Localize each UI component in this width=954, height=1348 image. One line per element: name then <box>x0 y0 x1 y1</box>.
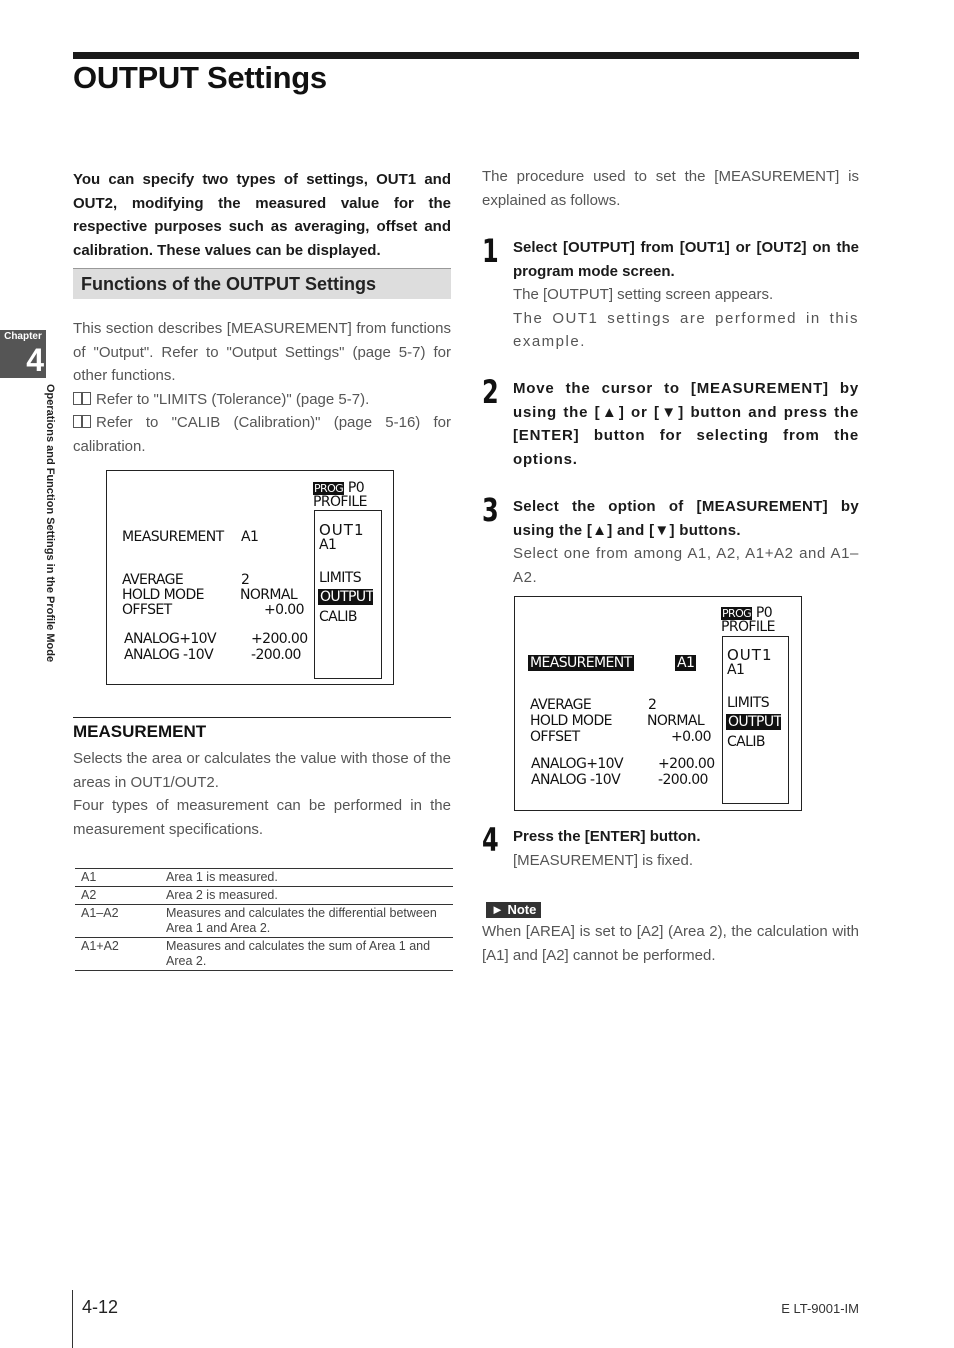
document-code: E LT-9001-IM <box>781 1301 859 1316</box>
lcd-analog-neg-value: -200.00 <box>251 647 301 663</box>
table-row <box>75 869 453 887</box>
step-instruction: Move the cursor to [MEASUREMENT] by using the [▲] or [▼] button and press the [ENTER] button for selecting from the options. <box>513 380 859 468</box>
lcd-hold-value: NORMAL <box>647 713 705 729</box>
lcd-menu-output <box>318 589 373 605</box>
book-icon <box>73 415 91 428</box>
lcd-screen-output-settings <box>106 470 394 685</box>
lcd-average-value: 2 <box>241 572 250 588</box>
functions-heading: Functions of the OUTPUT Settings <box>73 268 451 299</box>
note-text: When [AREA] is set to [A2] (Area 2), the calculation with [A1] and [A2] cannot be performed. <box>482 923 859 964</box>
table-row <box>75 905 453 938</box>
table-cell-desc: Area 1 is measured. <box>160 869 453 887</box>
step-note: The OUT1 settings are performed in this example. <box>513 309 859 350</box>
left-column <box>73 168 451 458</box>
lcd-average-label: AVERAGE <box>122 572 184 588</box>
lcd-analog-neg-label: ANALOG -10V <box>531 772 621 788</box>
step-instruction: Press the [ENTER] button. <box>513 828 701 845</box>
lcd-hold-label: HOLD MODE <box>122 587 204 603</box>
lcd-profile-label: PROFILE <box>313 494 367 510</box>
lcd-offset-value: +0.00 <box>264 602 304 618</box>
lcd-measurement-value-highlighted <box>675 655 696 671</box>
lcd-out-area: A1 <box>727 662 745 678</box>
step-1 <box>482 232 859 354</box>
table-row <box>75 938 453 971</box>
table-cell-key: A1–A2 <box>75 905 160 938</box>
lcd-analog-neg-value: -200.00 <box>658 772 708 788</box>
chapter-side-label: Operations and Function Settings in the Profile Mode <box>44 384 56 663</box>
lcd-out-title: OUT1 <box>319 521 365 539</box>
measurement-table <box>75 868 453 971</box>
lcd-program-number: P0 <box>347 480 365 496</box>
table-cell-desc: Measures and calculates the differential between Area 1 and Area 2. <box>160 905 453 938</box>
reference-limits-text: Refer to "LIMITS (Tolerance)" (page 5-7). <box>96 390 370 408</box>
table-row <box>75 887 453 905</box>
chapter-number: 4 <box>26 342 44 378</box>
lcd-program-number: P0 <box>755 605 773 621</box>
note-badge: ► Note <box>486 902 541 918</box>
lcd-hold-value: NORMAL <box>240 587 298 603</box>
lcd-menu-limits: LIMITS <box>319 570 361 586</box>
table-cell-key: A1 <box>75 869 160 887</box>
measurement-section <box>73 717 451 841</box>
title-rule <box>73 52 859 59</box>
table-cell-desc: Measures and calculates the sum of Area 1 and Area 2. <box>160 938 453 971</box>
lcd-analog-pos-value: +200.00 <box>251 631 308 647</box>
lcd-menu-calib: CALIB <box>319 609 357 625</box>
measurement-text-1: Selects the area or calculates the value with those of the areas in OUT1/OUT2. <box>73 750 451 791</box>
step-number: 1 <box>482 232 499 270</box>
step-result: Select one from among A1, A2, A1+A2 and A1–A2. <box>513 545 859 586</box>
chapter-word: Chapter <box>4 331 42 342</box>
lcd-out-title: OUT1 <box>727 646 773 664</box>
lcd-offset-value: +0.00 <box>671 729 711 745</box>
lcd-menu-output-label: OUTPUT <box>320 589 374 605</box>
measurement-heading: MEASUREMENT <box>73 717 451 742</box>
step-result: [MEASUREMENT] is fixed. <box>513 851 694 869</box>
footer-rule <box>72 1290 73 1348</box>
lcd-hold-label: HOLD MODE <box>530 713 612 729</box>
lcd-measurement-value: A1 <box>677 655 695 671</box>
lcd-measurement-label: MEASUREMENT <box>122 529 224 545</box>
lcd-analog-neg-label: ANALOG -10V <box>124 647 214 663</box>
lcd-analog-pos-label: ANALOG+10V <box>124 631 216 647</box>
functions-text: This section describes [MEASUREMENT] from functions of "Output". Refer to "Output Settings" (page 5-7) for other functions. <box>73 320 451 384</box>
lcd-measurement-value: A1 <box>241 529 259 545</box>
book-icon <box>73 392 91 405</box>
lcd-screen-measurement-selected <box>514 596 802 811</box>
step-instruction: Select the option of [MEASUREMENT] by using the [▲] and [▼] buttons. <box>513 498 859 539</box>
lcd-out-area: A1 <box>319 537 337 553</box>
step-number: 4 <box>482 821 499 859</box>
lcd-menu-calib: CALIB <box>727 734 765 750</box>
lcd-menu-output-label: OUTPUT <box>728 714 782 730</box>
step-4 <box>482 821 859 872</box>
measurement-text-2: Four types of measurement can be performed in the measurement specifications. <box>73 797 451 838</box>
procedure-intro: The procedure used to set the [MEASUREMENT] is explained as follows. <box>482 168 859 209</box>
reference-calib-text: Refer to "CALIB (Calibration)" (page 5-16) for calibration. <box>73 414 451 455</box>
lcd-menu-limits: LIMITS <box>727 695 769 711</box>
lcd-average-value: 2 <box>648 697 657 713</box>
lcd-measurement-label-highlighted <box>528 655 634 671</box>
table-cell-desc: Area 2 is measured. <box>160 887 453 905</box>
intro-paragraph: You can specify two types of settings, OUT1 and OUT2, modifying the measured value for the respective purposes such as averaging, offset and calibration. These values can be displayed. <box>73 171 451 259</box>
lcd-menu-output <box>726 714 781 730</box>
step-3 <box>482 491 859 589</box>
lcd-measurement-label: MEASUREMENT <box>528 655 634 671</box>
lcd-analog-pos-value: +200.00 <box>658 756 715 772</box>
step-2 <box>482 373 859 471</box>
reference-limits <box>73 388 451 412</box>
lcd-offset-label: OFFSET <box>530 729 580 745</box>
page-title: OUTPUT Settings <box>73 60 327 95</box>
table-cell-key: A2 <box>75 887 160 905</box>
note-label <box>486 901 541 919</box>
table-cell-key: A1+A2 <box>75 938 160 971</box>
chapter-tab <box>0 330 46 378</box>
lcd-prog-badge: PROG <box>722 607 752 620</box>
step-result: The [OUTPUT] setting screen appears. <box>513 286 774 303</box>
lcd-offset-label: OFFSET <box>122 602 172 618</box>
step-instruction: Select [OUTPUT] from [OUT1] or [OUT2] on the program mode screen. <box>513 239 859 280</box>
step-number: 2 <box>482 373 499 411</box>
reference-calib <box>73 411 451 458</box>
step-number: 3 <box>482 491 499 529</box>
lcd-average-label: AVERAGE <box>530 697 592 713</box>
page-number: 4-12 <box>82 1297 119 1317</box>
lcd-profile-label: PROFILE <box>721 619 775 635</box>
lcd-analog-pos-label: ANALOG+10V <box>531 756 623 772</box>
lcd-prog-badge: PROG <box>314 482 344 495</box>
